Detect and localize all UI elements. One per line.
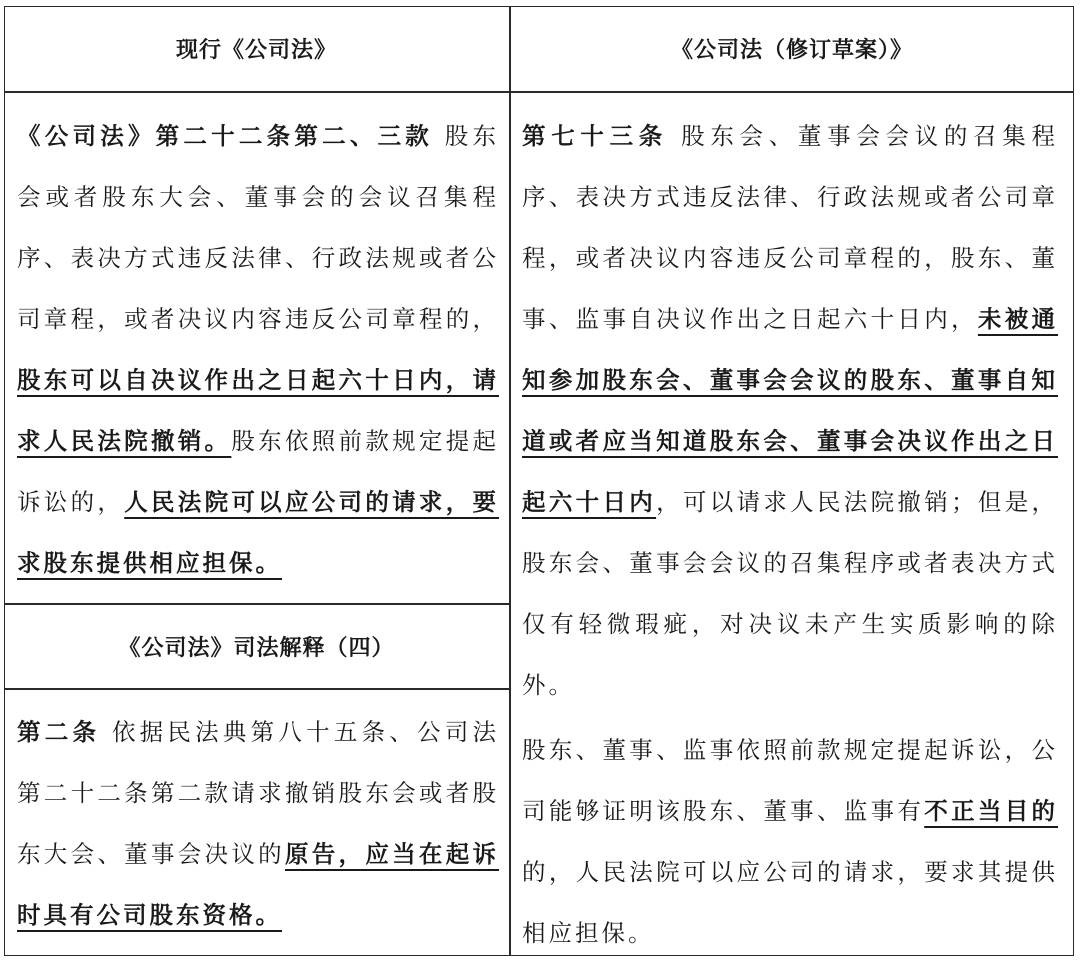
draft-paragraph-1 <box>522 106 1058 716</box>
article-text: 依据民法典第八十五条、公司法第二十二条第二款请求撤销股东会或者股东大会、董事会决议的 <box>17 718 500 868</box>
article-text: 股东会或者股东大会、董事会的会议召集程序、表决方式违反法律、行政法规或者公司章程，或者决议内容违反公司章程的， <box>17 122 500 333</box>
left-article-current <box>17 106 499 594</box>
article-title: 《公司法》第二十二条第二、三款 <box>17 122 434 150</box>
article-text: 的，人民法院可以应公司的请求，要求其提供相应担保。 <box>522 858 1058 947</box>
highlight-text: 人民法院可以应公司的请求，要求股东提供相应担保。 <box>17 488 500 577</box>
article-text: ，可以请求人民法院撤销；但是，股东会、董事会会议的召集程序或者表决方式仅有轻微瑕疵，对决议未产生实质影响的除外。 <box>522 488 1059 699</box>
highlight-text: 不正当目的 <box>924 797 1059 825</box>
article-title: 第二条 <box>17 718 101 746</box>
column-divider <box>509 6 511 956</box>
right-article-draft <box>522 106 1058 964</box>
highlight-text: 未被通知参加股东会、董事会会议的股东、董事自知道或者应当知道股东会、董事会决议作出之日起六十日内 <box>522 305 1059 516</box>
article-text: 股东、董事、监事依照前款规定提起诉讼，公司能够证明该股东、董事、监事有 <box>522 736 1058 825</box>
highlight-text: 原告，应当在起诉时具有公司股东资格。 <box>17 840 500 929</box>
right-header-text: 《公司法（修订草案）》 <box>670 37 913 63</box>
draft-paragraph-2 <box>522 720 1058 964</box>
left-subheader-bottom-divider <box>4 688 510 690</box>
article-text: 股东会、董事会会议的召集程序、表决方式违反法律、行政法规或者公司章程，或者决议内容违反公司章程的，股东、董事、监事自决议作出之日起六十日内， <box>522 122 1058 333</box>
article-text: 股东依照前款规定提起诉讼的， <box>17 427 500 516</box>
subheader-text: 《公司法》司法解释（四） <box>118 635 395 661</box>
highlight-text: 股东可以自决议作出之日起六十日内，请求人民法院撤销。 <box>17 366 499 455</box>
header-divider <box>4 91 1074 93</box>
left-article-interpretation <box>17 702 499 946</box>
article-title: 第七十三条 <box>522 122 668 150</box>
left-header-text: 现行《公司法》 <box>175 37 337 63</box>
left-subheader <box>4 605 509 688</box>
left-column-header <box>4 6 509 91</box>
right-column-header <box>510 6 1074 91</box>
